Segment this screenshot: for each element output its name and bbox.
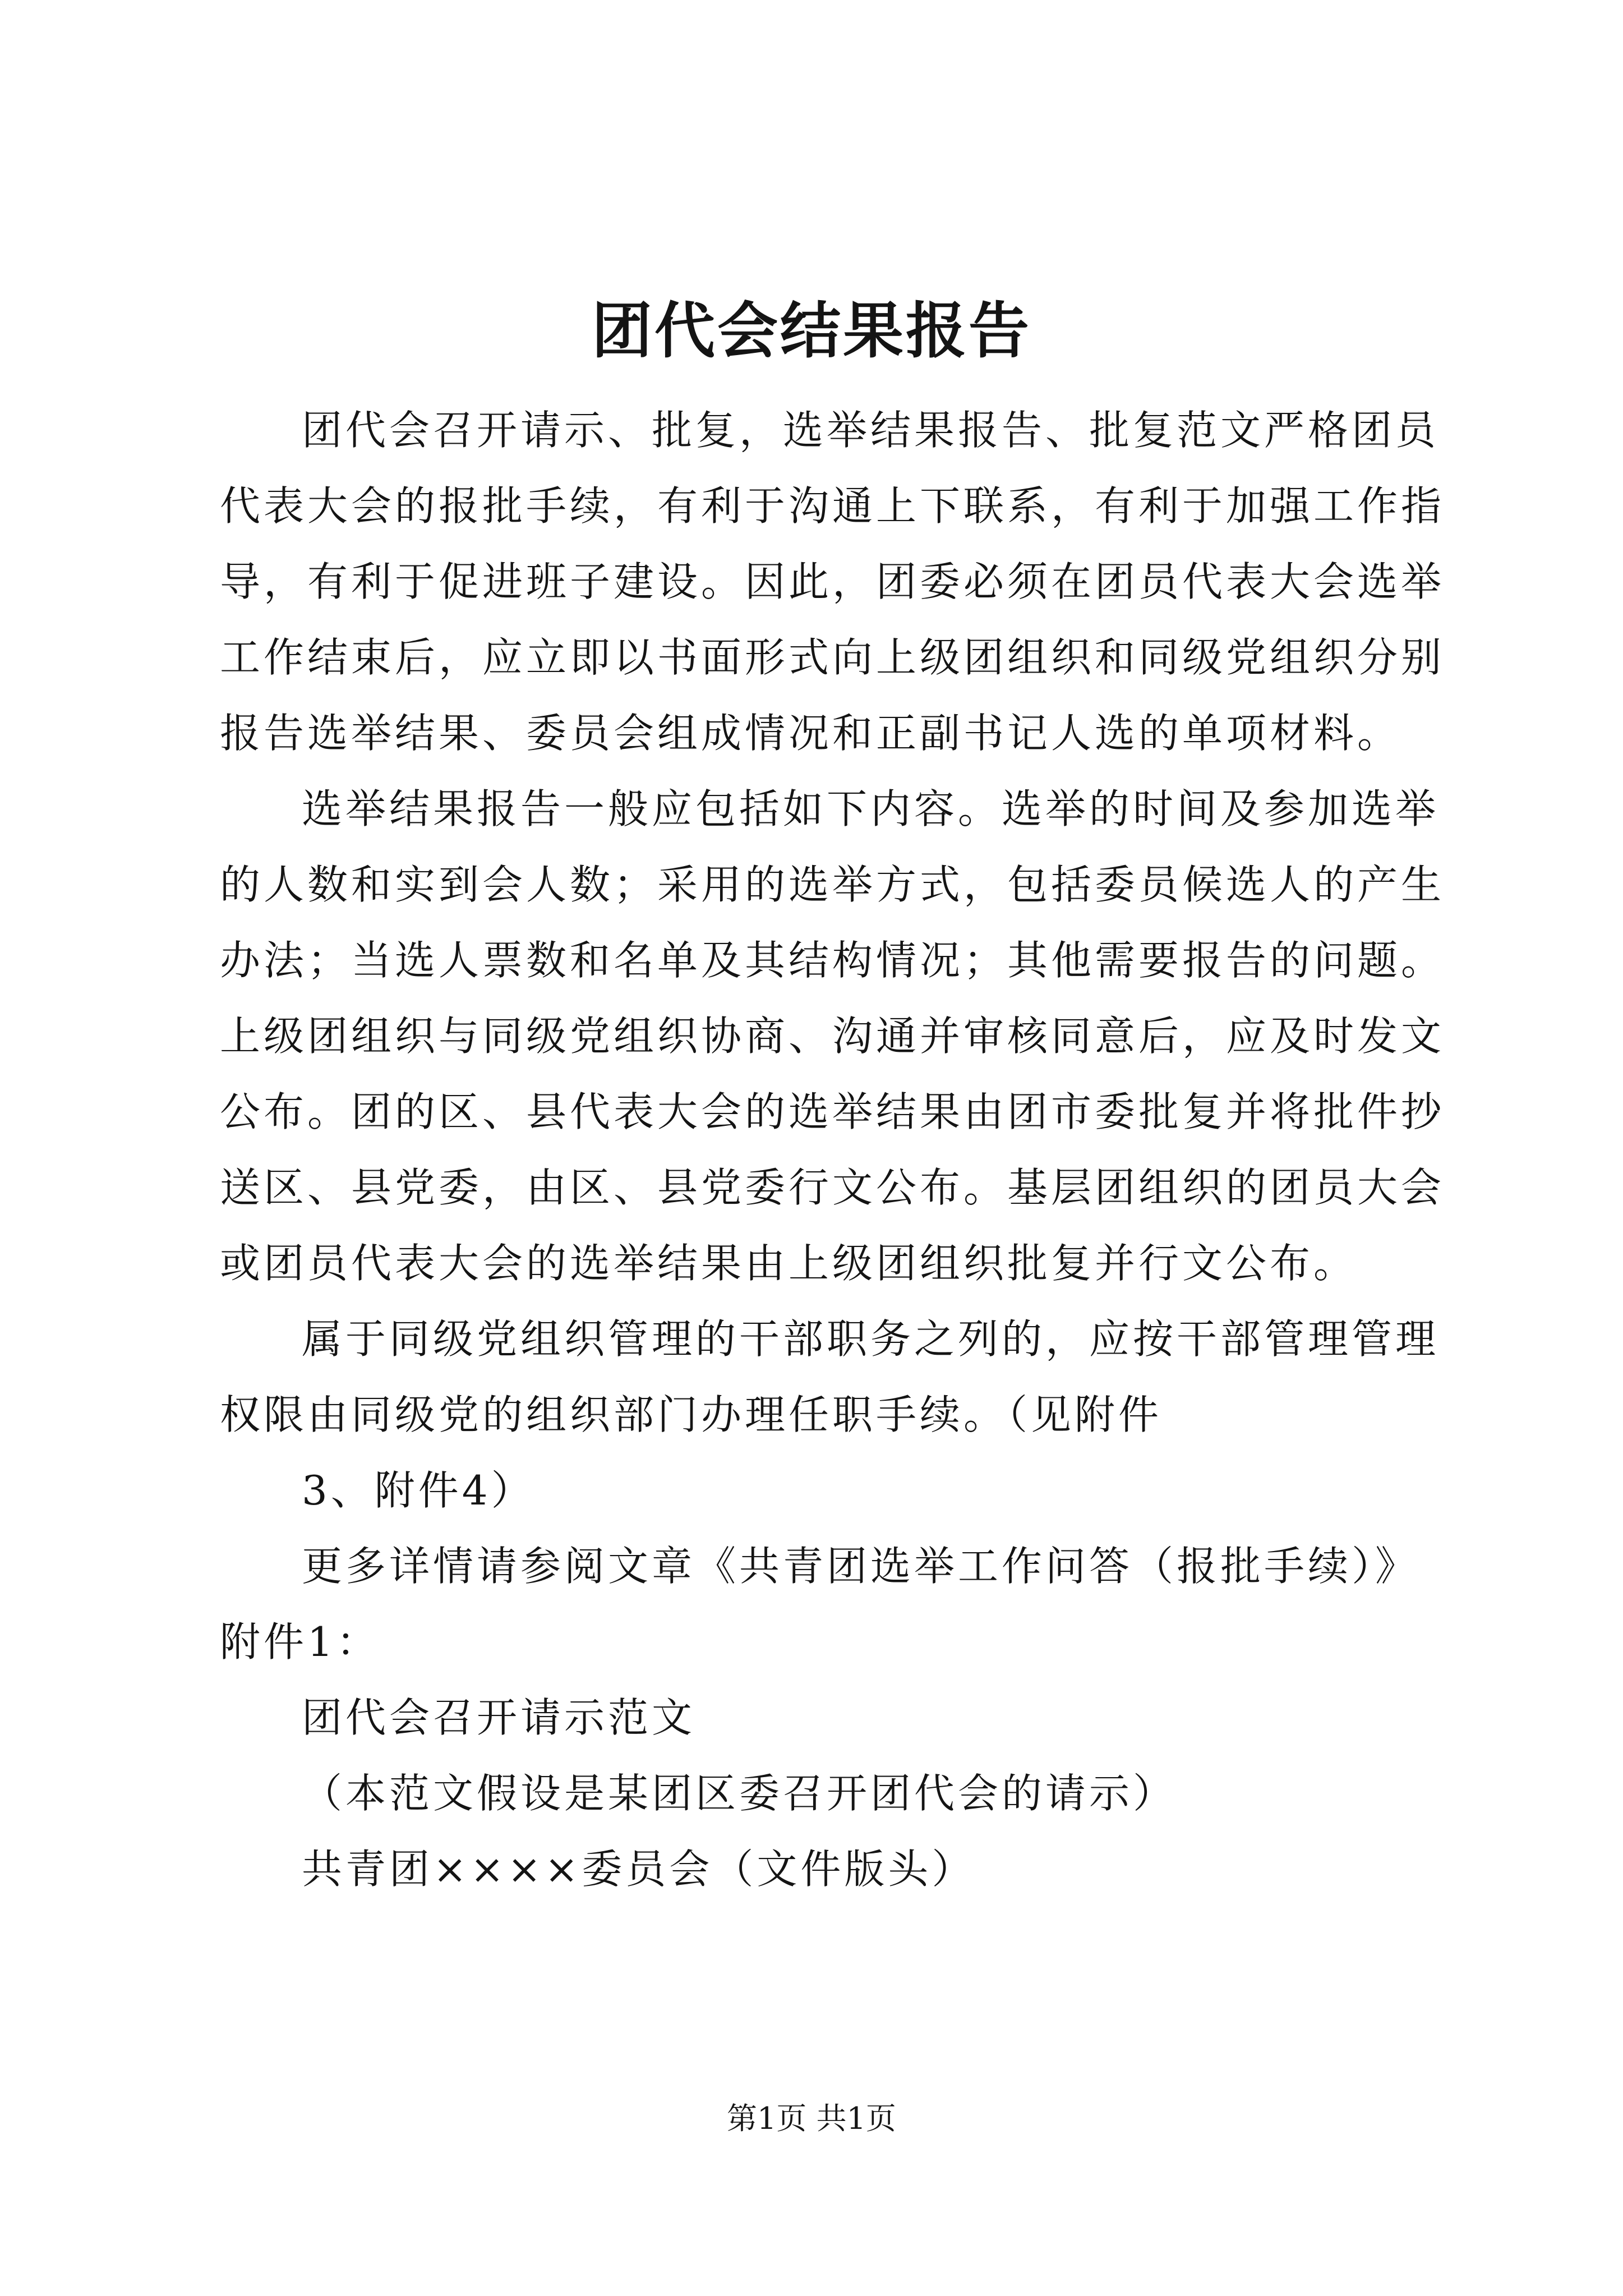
paragraph-line: （本范文假设是某团区委召开团代会的请示） xyxy=(302,1770,1177,1817)
paragraph-line: 共青团××××委员会（文件版头） xyxy=(302,1846,976,1893)
paragraph-line: 团代会召开请示、批复，选举结果报告、批复范文严格团员 xyxy=(302,407,1440,454)
paragraph-line: 权限由同级党的组织部门办理任职手续。（见附件 xyxy=(220,1391,1163,1438)
paragraph-line: 选举结果报告一般应包括如下内容。选举的时间及参加选举 xyxy=(302,785,1440,832)
page-footer: 第1页 共1页 xyxy=(727,2101,896,2136)
paragraph-line: 代表大会的报批手续，有利于沟通上下联系，有利于加强工作指 xyxy=(220,482,1445,530)
paragraph-line: 团代会召开请示范文 xyxy=(302,1694,696,1741)
paragraph-line: 更多详情请参阅文章《共青团选举工作问答（报批手续）》 xyxy=(302,1543,1419,1590)
paragraph-line: 附件1： xyxy=(220,1618,380,1665)
paragraph-line: 公布。团的区、县代表大会的选举结果由团市委批复并将批件抄 xyxy=(220,1088,1445,1135)
document-body xyxy=(220,393,1445,1907)
paragraph-line: 导，有利于促进班子建设。因此，团委必须在团员代表大会选举 xyxy=(220,558,1445,605)
paragraph-line: 上级团组织与同级党组织协商、沟通并审核同意后，应及时发文 xyxy=(220,1013,1445,1060)
paragraph-line: 或团员代表大会的选举结果由上级团组织批复并行文公布。 xyxy=(220,1240,1358,1287)
document-title: 团代会结果报告 xyxy=(591,296,1031,366)
paragraph-line: 报告选举结果、委员会组成情况和正副书记人选的单项材料。 xyxy=(220,710,1401,757)
paragraph-line: 工作结束后，应立即以书面形式向上级团组织和同级党组织分别 xyxy=(220,634,1445,681)
paragraph-line: 送区、县党委，由区、县党委行文公布。基层团组织的团员大会 xyxy=(220,1164,1445,1211)
paragraph-line: 属于同级党组织管理的干部职务之列的，应按干部管理管理 xyxy=(302,1315,1440,1363)
paragraph-line: 办法；当选人票数和名单及其结构情况；其他需要报告的问题。 xyxy=(220,937,1445,984)
paragraph-line: 的人数和实到会人数；采用的选举方式，包括委员候选人的产生 xyxy=(220,861,1445,908)
paragraph-line: 3、附件4） xyxy=(302,1467,535,1514)
